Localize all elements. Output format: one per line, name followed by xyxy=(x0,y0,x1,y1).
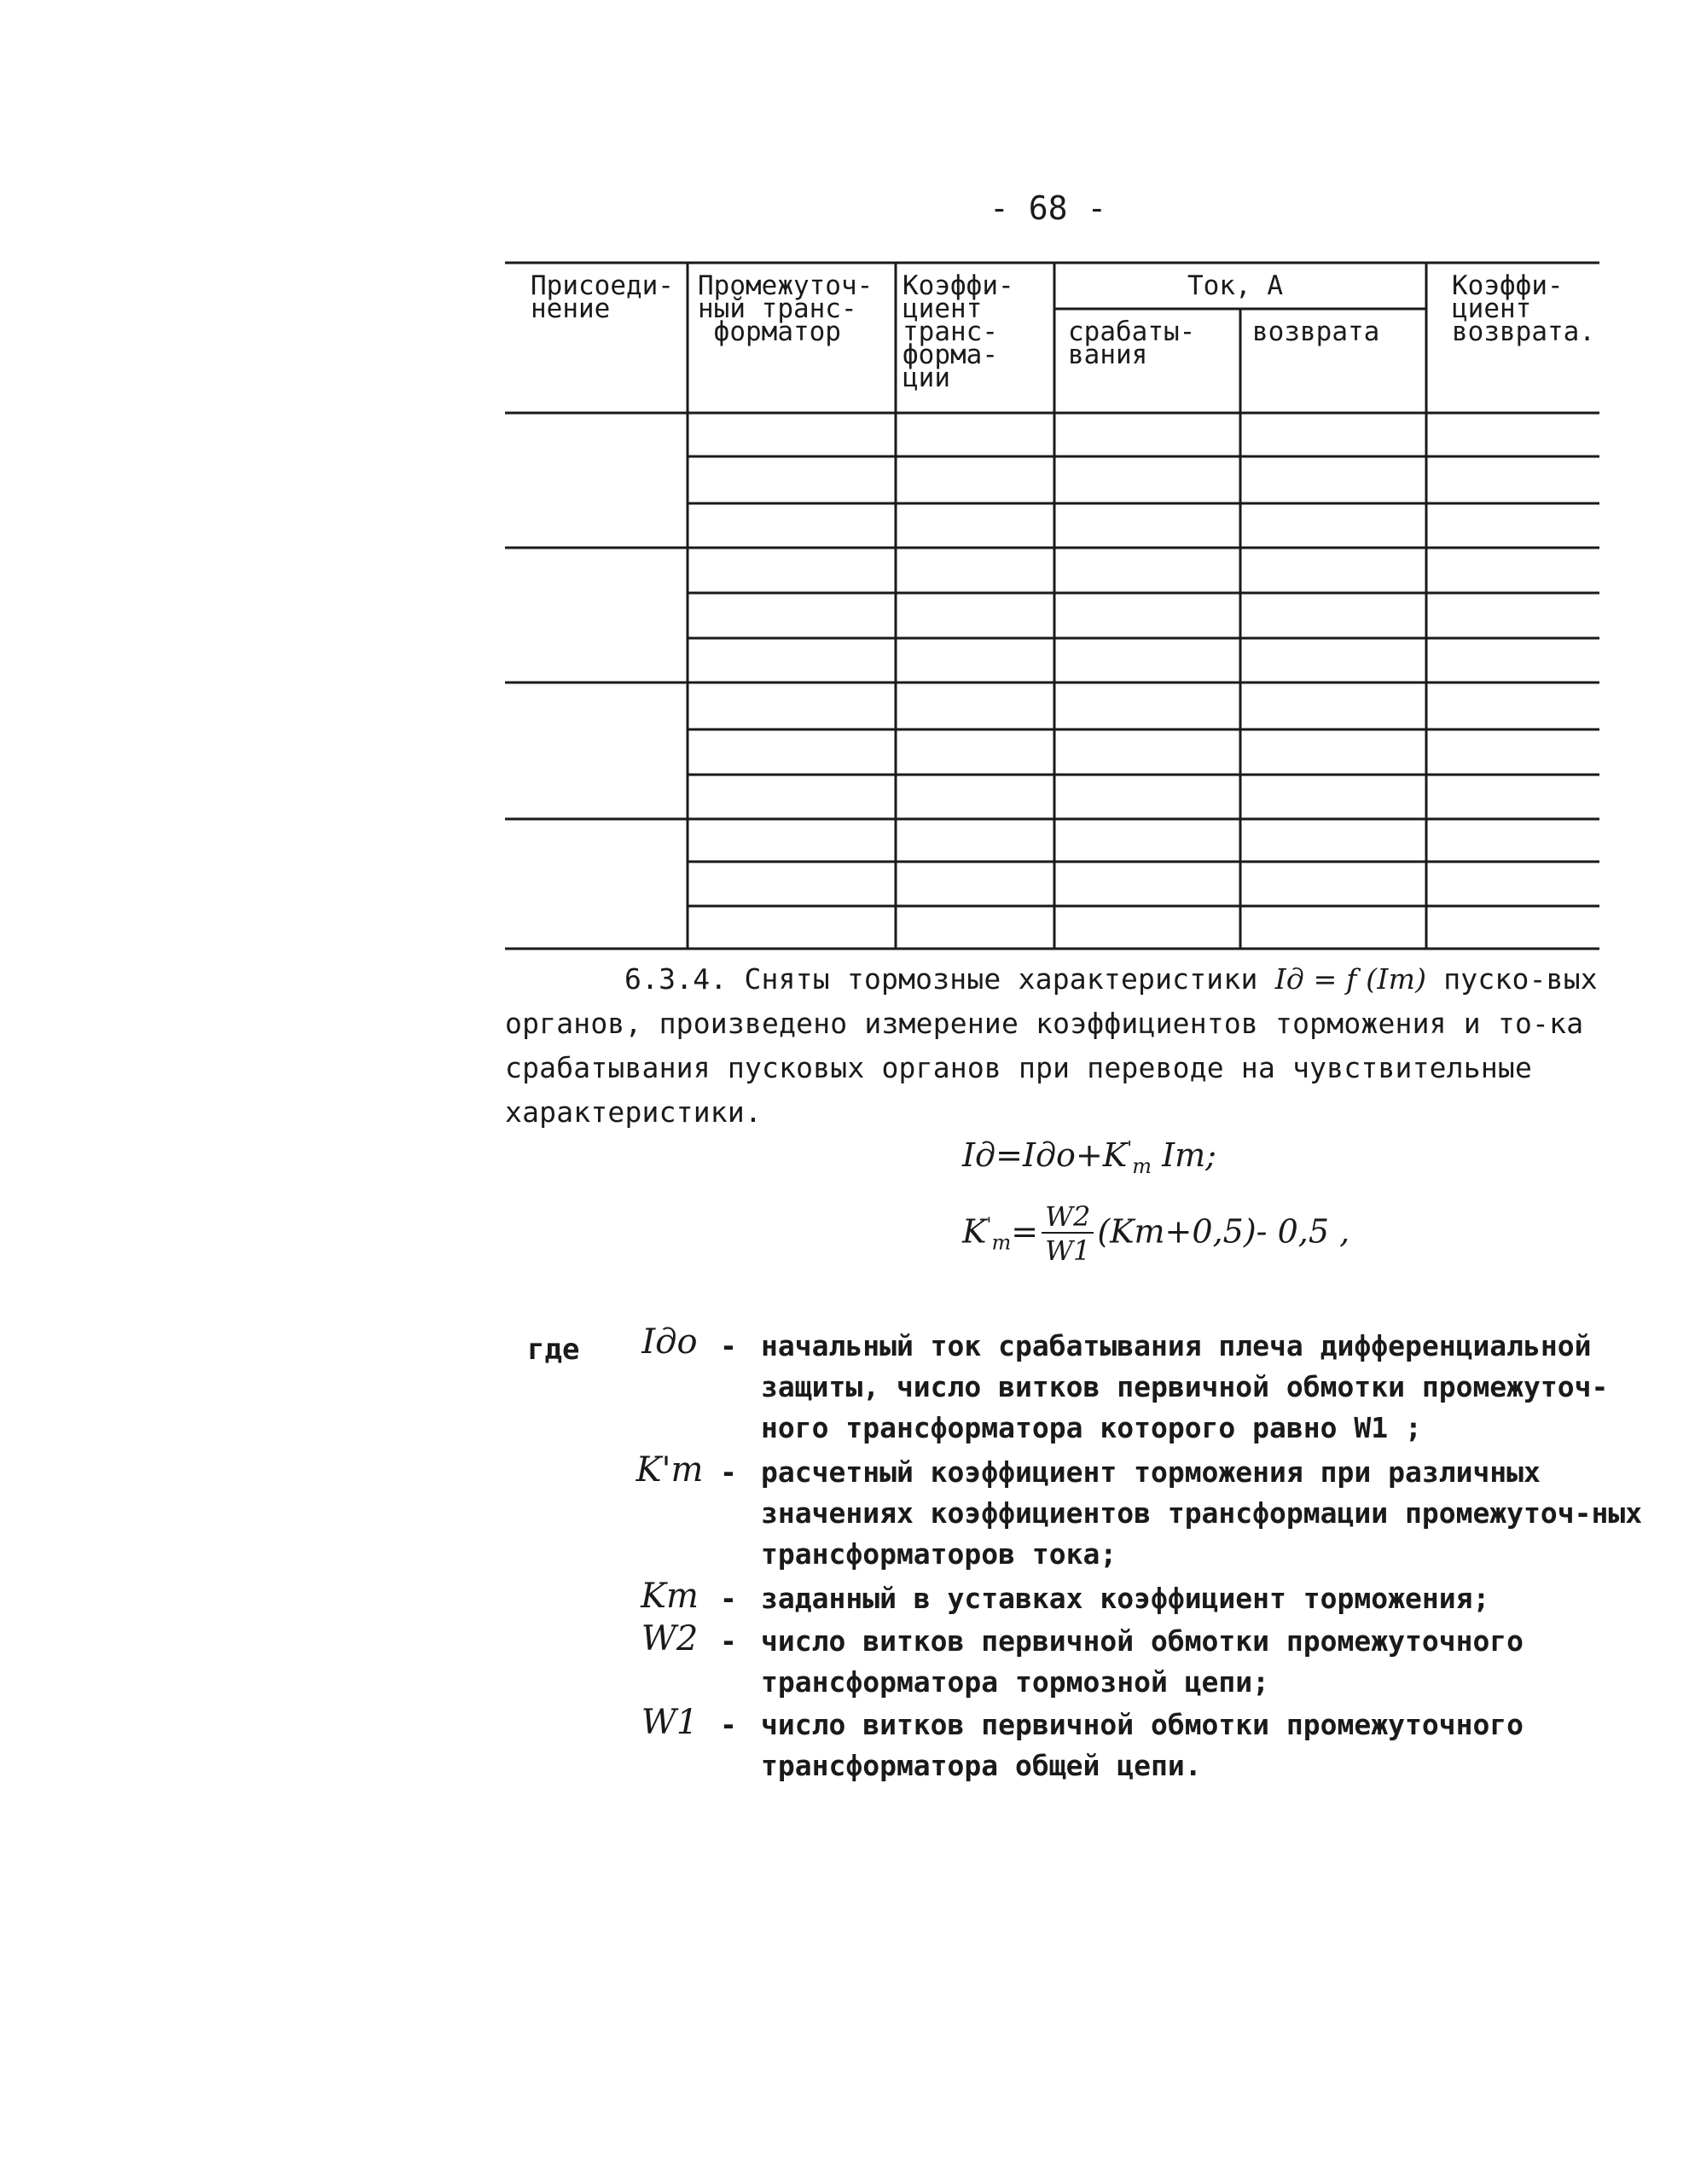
formula1-k-sup: ' xyxy=(1127,1138,1133,1160)
header-current-group: Ток, А xyxy=(1187,270,1283,301)
where-label: где xyxy=(527,1333,580,1367)
formula2-lhs-sup: ' xyxy=(986,1214,992,1236)
inline-formula: Iд = f (Iт) xyxy=(1274,962,1427,996)
formula-line-2 xyxy=(962,1201,1349,1268)
formula2-numerator: W2 xyxy=(1042,1201,1094,1234)
def-symbol-4: W2 xyxy=(641,1619,699,1658)
def-text-5: число витков первичной обмотки промежуточного трансформатора общей цепи. xyxy=(761,1708,1524,1782)
def-symbol-5: W1 xyxy=(641,1703,699,1742)
header-transformation-ratio: Коэффи- циент транс- форма- ции xyxy=(903,270,1014,393)
def-dash-1: - xyxy=(720,1329,737,1362)
def-symbol-2: K'т xyxy=(636,1450,704,1490)
formula2-lhs-sub: т xyxy=(991,1230,1012,1255)
paragraph-6-3-4 xyxy=(505,957,1631,1135)
def-text-2: расчетный коэффициент торможения при различных значениях коэффициентов трансформации промежуточ-ных трансформаторов тока; xyxy=(761,1455,1643,1571)
def-dash-4: - xyxy=(720,1624,737,1658)
header-return-ratio: Коэффи- циент возврата. xyxy=(1452,270,1595,347)
paragraph-text-before-formula: Сняты тормозные характеристики xyxy=(744,962,1258,996)
formula2-eq: = xyxy=(1011,1212,1039,1251)
header-connection: Присоеди- нение xyxy=(531,270,674,324)
formula2-lhs: K xyxy=(962,1212,987,1251)
formula2-denominator: W1 xyxy=(1045,1234,1091,1267)
def-item-3 xyxy=(720,1578,1658,1619)
formula1-k: K xyxy=(1102,1136,1128,1174)
def-item-5 xyxy=(720,1705,1658,1786)
def-dash-5: - xyxy=(720,1708,737,1741)
formula2-fraction xyxy=(1042,1201,1094,1268)
def-symbol-3: Kт xyxy=(641,1577,699,1616)
formula2-tail: (Kт+0,5)- 0,5 , xyxy=(1097,1212,1350,1251)
formula-line-1: $Iд=Iдо+K'_т$ Iт; xyxy=(962,1136,1216,1178)
def-item-1 xyxy=(720,1326,1658,1449)
def-text-4: число витков первичной обмотки промежуточного трансформатора тормозной цепи; xyxy=(761,1624,1524,1699)
page-number: - 68 - xyxy=(990,189,1107,227)
formula1-rhs-a: Iдо xyxy=(1022,1136,1076,1174)
formula1-k-sub: т xyxy=(1132,1154,1152,1178)
measurement-table-grid xyxy=(0,0,1689,973)
header-intermediate-transformer: Промежуточ- ный транс- форматор xyxy=(698,270,874,347)
formula1-i: Iт xyxy=(1162,1136,1206,1174)
formula1-end: ; xyxy=(1205,1136,1216,1174)
def-dash-2: - xyxy=(720,1455,737,1489)
header-pickup: срабаты- вания xyxy=(1068,317,1196,370)
def-text-1: начальный ток срабатывания плеча дифференциальной защиты, число витков первичной обмотки промежуточ-ного трансформатора которого равно W1 ; xyxy=(761,1329,1609,1444)
paragraph-number: 6.3.4. xyxy=(624,962,728,996)
def-item-2 xyxy=(720,1452,1658,1575)
def-item-4 xyxy=(720,1621,1658,1703)
formula1-plus: + xyxy=(1075,1136,1103,1174)
header-dropout: возврата xyxy=(1252,317,1380,347)
formula1-lhs: Iд xyxy=(962,1136,996,1174)
def-symbol-1: Iдо xyxy=(641,1322,698,1362)
def-dash-3: - xyxy=(720,1582,737,1615)
def-text-3: заданный в уставках коэффициент торможения; xyxy=(761,1582,1490,1615)
paragraph-text-after-formula: пуско-вых органов, произведено измерение коэффициентов торможения и то-ка срабатывания пусковых органов при переводе на чувствительные характеристики. xyxy=(505,962,1598,1129)
